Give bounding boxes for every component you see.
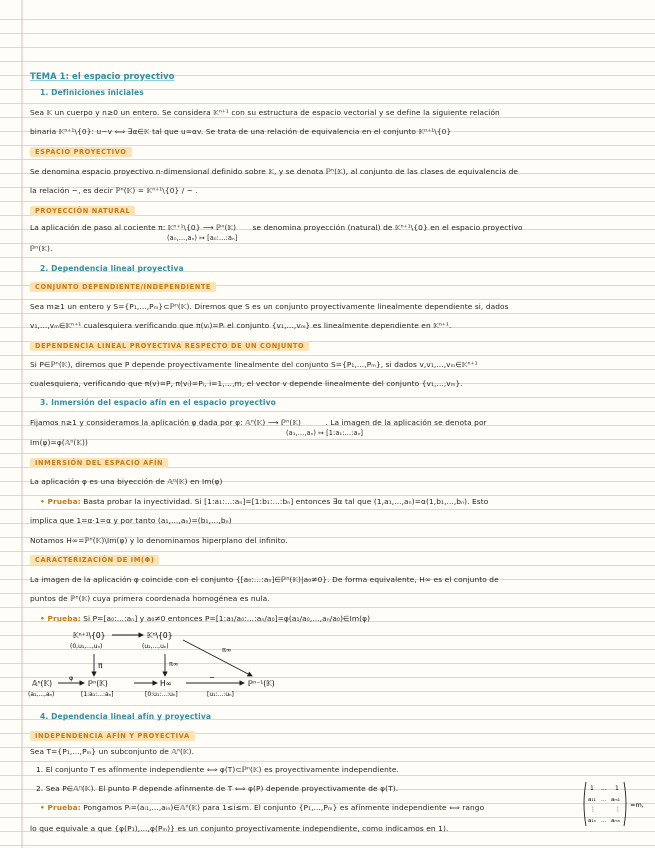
matrix-left-paren xyxy=(584,782,586,826)
paragraph-dependiente-line-2: v₁,...,vₘ∈𝕂ⁿ⁺¹ cualesquiera verificando que π(vᵢ)=Pᵢ el conjunto {v₁,...,vₘ} es linealmente dependiente en 𝕂ⁿ⁺¹. xyxy=(30,321,452,330)
diagram-k2-sub: (u₁,...,uₙ) xyxy=(142,643,169,650)
diagram-pi-label: π xyxy=(98,661,103,670)
section-2-heading: 2. Dependencia lineal proyectiva xyxy=(40,264,184,273)
commutative-diagram xyxy=(0,624,655,704)
matrix-r2c1: a₁₁ xyxy=(588,797,596,803)
proyeccion-map-rule: (a₀,...,aₙ) ↦ [a₀:...:aₙ] xyxy=(167,234,238,242)
heading-proyeccion-natural: PROYECCIÓN NATURAL xyxy=(30,206,135,216)
diagram-tilde-label: ~ xyxy=(209,674,215,682)
matrix-r4c3: aₘₙ xyxy=(611,818,620,824)
diagram-phi-label: φ xyxy=(69,674,74,682)
heading-dependencia-lineal: DEPENDENCIA LINEAL PROYECTIVA RESPECTO DE UN CONJUNTO xyxy=(30,341,309,351)
heading-inmersion-afin-row xyxy=(30,456,630,470)
section-4-heading: 4. Dependencia lineal afín y proyectiva xyxy=(40,712,212,721)
paragraph-prueba-1-line-2: implica que 1=α·1=α y por tanto (a₁,...,aₙ)=(b₁,...,bₙ) xyxy=(30,516,232,525)
paragraph-subconjunto: Sea T={P₁,...,Pₘ} un subconjunto de 𝔸ⁿ(𝕂). xyxy=(30,747,195,756)
inmersion-map-definition: Fijamos n≥1 y consideramos la aplicación φ dada por φ: 𝔸ⁿ(𝕂) ⟶ ℙⁿ(𝕂) xyxy=(30,418,301,427)
paragraph-item-2: 2. Sea P∈𝔸ⁿ(𝕂). El punto P depende afínmente de T ⟺ φ(P) depende proyectivamente de φ(T). xyxy=(36,784,399,793)
diagram-pi-inf-label-right: π∞ xyxy=(222,646,232,654)
diagram-k2-label: 𝕂ⁿ\{0} xyxy=(147,631,173,640)
paragraph-dependencia-line-2: cualesquiera, verificando que π(v)=P, π(vᵢ)=Pᵢ, i=1,...,m, el vector v depende linealmente del conjunto {v₁,...,vₘ}. xyxy=(30,379,463,388)
paragraph-item-1: 1. El conjunto T es afínmente independiente ⟺ φ(T)⊂ℙⁿ(𝕂) es proyectivamente independiente. xyxy=(36,765,399,774)
paragraph-inmersion-line-2: Im(φ)=φ(𝔸ⁿ(𝕂)) xyxy=(30,438,89,447)
matrix-r3c1: ⋮ xyxy=(590,806,596,813)
section-3-heading: 3. Inmersión del espacio afín en el espacio proyectivo xyxy=(40,398,276,407)
diagram-arrow-diagonal xyxy=(183,640,252,676)
diagram-p1-sub: [u₁:...:uₙ] xyxy=(207,691,234,698)
diagram-h-sub: [0:u₁:...:uₙ] xyxy=(145,691,178,698)
matrix-r2c2: ... xyxy=(601,797,607,803)
matrix-r1c3: 1 xyxy=(615,785,619,792)
diagram-a-sub: (a₁,...,aₙ) xyxy=(28,691,55,698)
heading-independencia: INDEPENDENCIA AFÍN Y PROYECTIVA xyxy=(30,731,195,741)
prueba-label-3: • Prueba: xyxy=(40,803,81,812)
paragraph-hiperplano: Notamos H∞=ℙⁿ(𝕂)\Im(φ) y lo denominamos hiperplano del infinito. xyxy=(30,536,288,545)
paragraph-dependiente-line-1: Sea m≥1 un entero y S={P₁,...,Pₘ}⊂ℙⁿ(𝕂). Diremos que S es un conjunto proyectivamente linealmente dependiente si, dados xyxy=(30,302,509,311)
paragraph-espacio-line-1: Se denomina espacio proyectivo n-dimensional definido sobre 𝕂, y se denota ℙⁿ(𝕂), al conjunto de las clases de equivalencia de xyxy=(30,167,519,176)
paragraph-dependencia-line-1: Si P∈ℙⁿ(𝕂), diremos que P depende proyectivamente linealmente del conjunto S={P₁,...,Pₘ}, si dados v,v₁,...,vₘ∈𝕂ⁿ⁺¹ xyxy=(30,360,478,369)
inmersion-image-text: . La imagen de la aplicación se denota por xyxy=(325,418,487,427)
heading-conjunto-dependiente: CONJUNTO DEPENDIENTE/INDEPENDIENTE xyxy=(30,282,216,292)
matrix-r2c3: aₘ₁ xyxy=(611,797,621,803)
heading-espacio-proyectivo-row xyxy=(30,145,630,159)
diagram-pi-inf-label-left: π∞ xyxy=(169,660,179,668)
prueba-label-1: • Prueba: xyxy=(40,497,81,506)
matrix-r4c2: ... xyxy=(601,818,607,824)
paragraph-prueba-1-line-1 xyxy=(40,495,630,509)
matrix-r1c1: 1 xyxy=(590,785,594,792)
heading-espacio-proyectivo: ESPACIO PROYECTIVO xyxy=(30,147,132,157)
proyeccion-map-definition: La aplicación de paso al cociente π: 𝕂ⁿ⁺¹\{0} ⟶ ℙⁿ(𝕂) xyxy=(30,223,237,232)
heading-conjunto-dependiente-row xyxy=(30,280,630,294)
diagram-k1-label: 𝕂ⁿ⁺¹\{0} xyxy=(73,631,106,640)
heading-dependencia-lineal-row xyxy=(30,339,630,353)
heading-independencia-row xyxy=(30,729,630,743)
paragraph-espacio-line-2: la relación ~, es decir ℙⁿ(𝕂) = 𝕂ⁿ⁺¹\{0} / ~ . xyxy=(30,186,198,195)
prueba-label-2: • Prueba: xyxy=(40,614,81,623)
paragraph-definition-line-2: binaria 𝕂ⁿ⁺¹\{0}: u~v ⟺ ∃α∈𝕂 tal que u=αv. Se trata de una relación de equivalencia en el conjunto 𝕂ⁿ⁺¹\{0} xyxy=(30,127,452,136)
matrix-r4c1: a₁ₙ xyxy=(588,818,596,824)
diagram-a-label: 𝔸ⁿ(𝕂) xyxy=(32,679,53,688)
heading-proyeccion-natural-row xyxy=(30,204,630,218)
heading-inmersion-afin: INMERSIÓN DEL ESPACIO AFÍN xyxy=(30,458,168,468)
diagram-p-label: ℙⁿ(𝕂) xyxy=(88,679,108,688)
paragraph-caracterizacion-line-1: La imagen de la aplicación φ coincide con el conjunto {[a₀:...:aₙ]∈ℙⁿ(𝕂)|a₀≠0}. De forma equivalente, H∞ es el conjunto de xyxy=(30,575,499,584)
prueba-3-text: Pongamos Pᵢ=(aᵢ₁,...,aᵢₙ)∈𝔸ⁿ(𝕂) para 1≤i≤m. El conjunto {P₁,...,Pₘ} es afínmente independiente ⟺ rango xyxy=(83,803,485,812)
page-title: TEMA 1: el espacio proyectivo xyxy=(30,71,175,81)
paragraph-proyeccion-line-2: ℙⁿ(𝕂). xyxy=(30,244,53,253)
paragraph-definition-line-1: Sea 𝕂 un cuerpo y n≥0 un entero. Se considera 𝕂ⁿ⁺¹ con su estructura de espacio vectorial y se define la siguiente relación xyxy=(30,108,500,117)
matrix-r1c2: ... xyxy=(601,785,607,792)
paragraph-biyeccion: La aplicación φ es una biyección de 𝔸ⁿ(𝕂) en Im(φ) xyxy=(30,477,223,486)
diagram-k1-sub: (0,u₁,...,uₙ) xyxy=(70,643,103,650)
matrix-equals-m: =m, xyxy=(630,801,644,809)
diagram-h-label: H∞ xyxy=(160,679,172,688)
paragraph-prueba-3 xyxy=(40,801,582,815)
paragraph-conclusion: lo que equivale a que {φ(P₁),...,φ(Pₘ)} es un conjunto proyectivamente independiente, como indicamos en 1). xyxy=(30,824,449,833)
heading-caracterizacion: CARACTERIZACIÓN DE IM(Φ) xyxy=(30,555,159,565)
matrix-r3c3: ⋮ xyxy=(615,806,621,813)
section-1-heading: 1. Definiciones iniciales xyxy=(40,88,144,97)
heading-caracterizacion-row xyxy=(30,553,630,567)
rank-matrix xyxy=(582,780,646,828)
paragraph-caracterizacion-line-2: puntos de ℙⁿ(𝕂) cuya primera coordenada homogénea es nula. xyxy=(30,594,270,603)
diagram-p-sub: [1:a₁:...:aₙ] xyxy=(81,691,114,698)
prueba-1-text: Basta probar la inyectividad. Si [1:a₁:...:aₙ]=[1:b₁:...:bₙ] entonces ∃α tal que (1,a₁,...,aₙ)=α(1,b₁,...,bₙ). Esto xyxy=(83,497,489,506)
matrix-right-paren xyxy=(624,782,626,826)
inmersion-map-rule: (a₁,...,aₙ) ↦ [1:a₁:...:aₙ] xyxy=(286,429,364,437)
prueba-2-text: Si P=[a₀:...:aₙ] y a₀≠0 entonces P=[1:a₁/a₀:...:aₙ/a₀]=φ(a₁/a₀,...,aₙ/a₀)∈Im(φ) xyxy=(83,614,371,623)
proyeccion-description: se denomina proyección (natural) de 𝕂ⁿ⁺¹\{0} en el espacio proyectivo xyxy=(252,223,523,232)
diagram-p1-label: ℙⁿ⁻¹(𝕂) xyxy=(248,679,275,688)
